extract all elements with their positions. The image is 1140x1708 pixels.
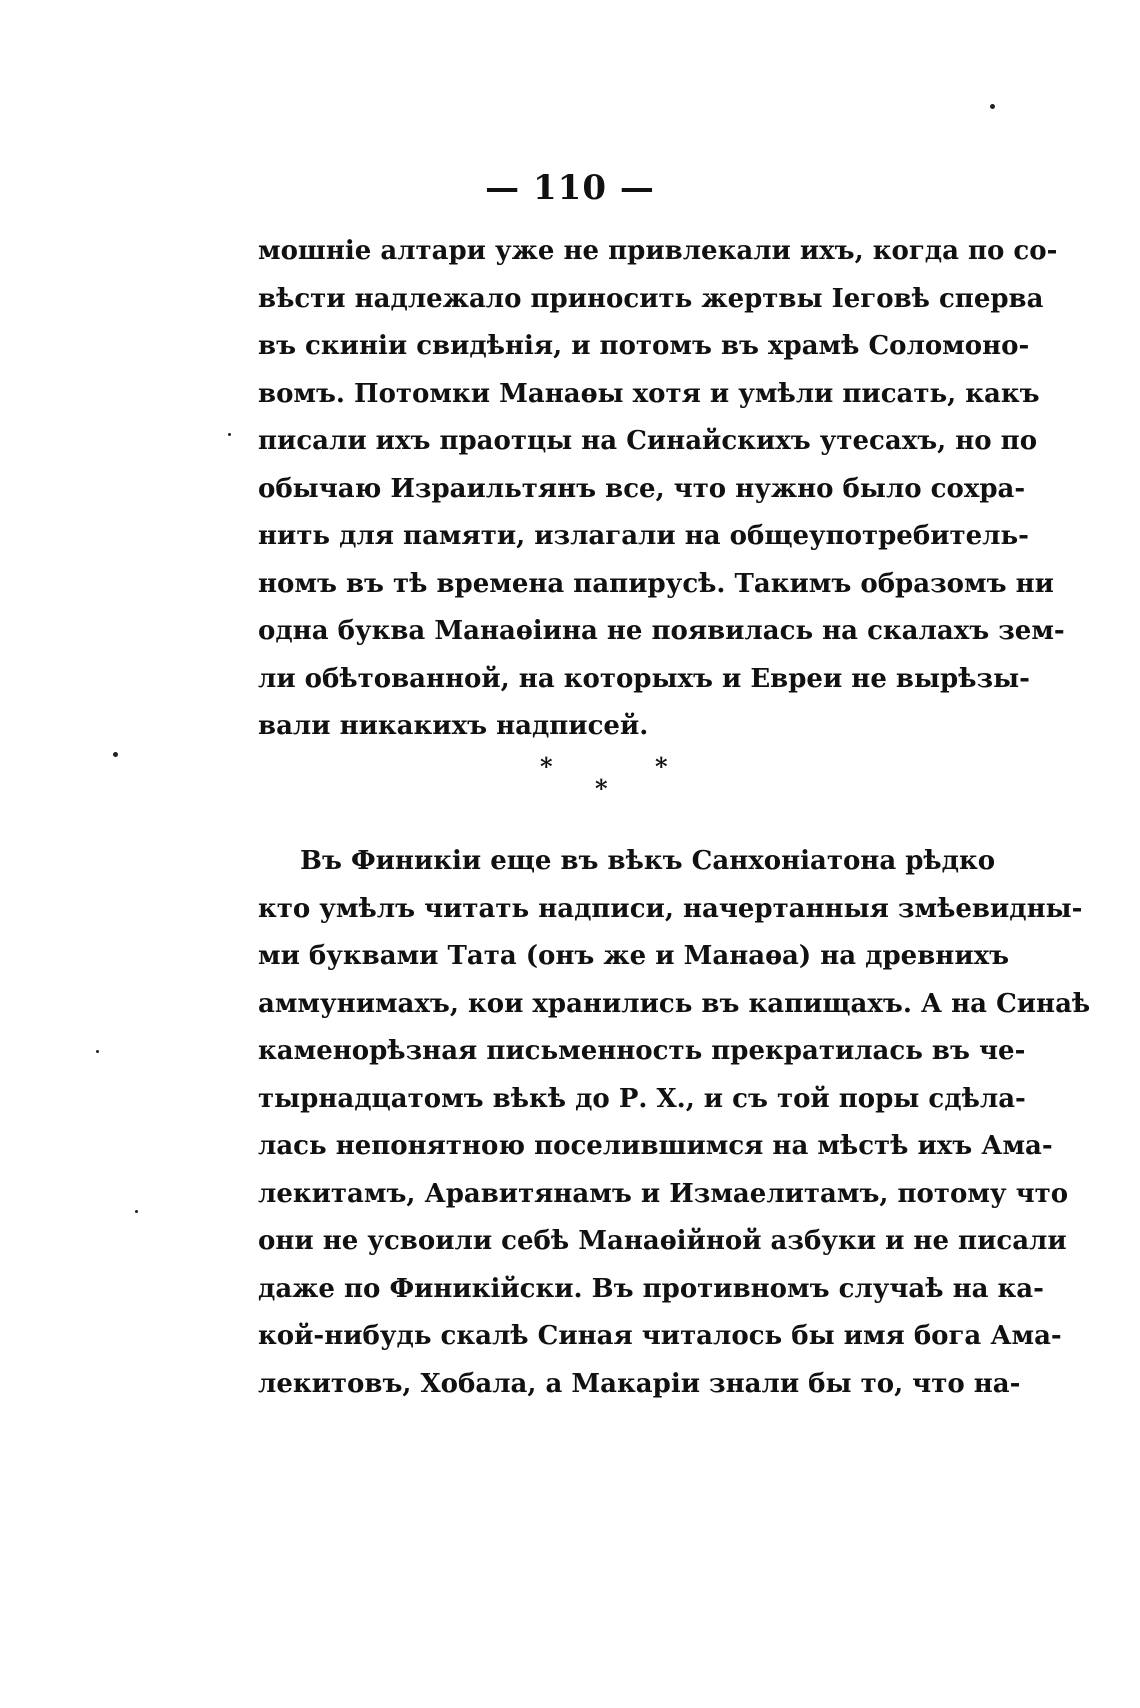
text-line: номъ въ тѣ времена папирусѣ. Такимъ образомъ ни (258, 568, 1054, 599)
asterisk: * (655, 752, 668, 781)
scan-speck (96, 1050, 99, 1053)
scan-speck (990, 104, 995, 109)
text-line: кто умѣлъ читать надписи, начертанныя змѣевидны- (258, 893, 1083, 924)
text-line: писали ихъ праотцы на Синайскихъ утесахъ, но по (258, 426, 1038, 456)
text-line: они не усвоили себѣ Манаѳiйной азбуки и не писали (258, 1226, 1067, 1256)
text-line: аммунимахъ, кои хранились въ капищахъ. А на Синаѣ (258, 988, 1091, 1019)
text-line: въ скиніи свидѣнія, и потомъ въ храмѣ Соломоно- (258, 331, 1030, 361)
text-line: вѣсти надлежало приносить жертвы Iеговѣ сперва (258, 283, 1044, 314)
asterism-separator (0, 752, 1140, 812)
text-line: даже по Финикійски. Въ противномъ случаѣ на ка- (258, 1273, 1044, 1304)
text-line: вали никакихъ надписей. (258, 711, 649, 741)
text-line: Въ Финикіи еще въ вѣкъ Санхоніатона рѣдко (300, 846, 996, 876)
text-line: ми буквами Тата (онъ же и Манаѳа) на древнихъ (258, 941, 1010, 971)
asterisk: * (540, 752, 553, 781)
paragraph-2 (258, 838, 1091, 1408)
text-line: вомъ. Потомки Манаѳы хотя и умѣли писать, какъ (258, 378, 1040, 409)
text-line: нить для памяти, излагали на общеупотребитель- (258, 521, 1029, 551)
text-line: лась непонятною поселившимся на мѣстѣ ихъ Ама- (258, 1131, 1053, 1161)
text-line: лекитамъ, Аравитянамъ и Измаелитамъ, потому что (258, 1178, 1069, 1209)
text-line: одна буква Манаѳiина не появилась на скалахъ зем- (258, 616, 1065, 646)
scan-speck (228, 433, 231, 436)
text-line: кой-нибудь скалѣ Синая читалось бы имя бога Ама- (258, 1321, 1062, 1351)
text-line: лекитовъ, Хобала, а Макаріи знали бы то, что на- (258, 1368, 1021, 1399)
page-number: — 110 — (485, 168, 655, 208)
text-line: тырнадцатомъ вѣкѣ до Р. Х., и съ той поры сдѣла- (258, 1083, 1026, 1114)
text-line: обычаю Израильтянъ все, что нужно было сохра- (258, 473, 1026, 504)
scan-speck (135, 1210, 138, 1213)
asterisk: * (595, 774, 608, 803)
text-line: каменорѣзная письменность прекратилась въ че- (258, 1036, 1026, 1066)
text-line: мошніе алтари уже не привлекали ихъ, когда по со- (258, 236, 1058, 266)
paragraph-1 (258, 228, 1065, 751)
text-line: ли обѣтованной, на которыхъ и Евреи не вырѣзы- (258, 663, 1030, 694)
scan-speck (113, 752, 118, 757)
